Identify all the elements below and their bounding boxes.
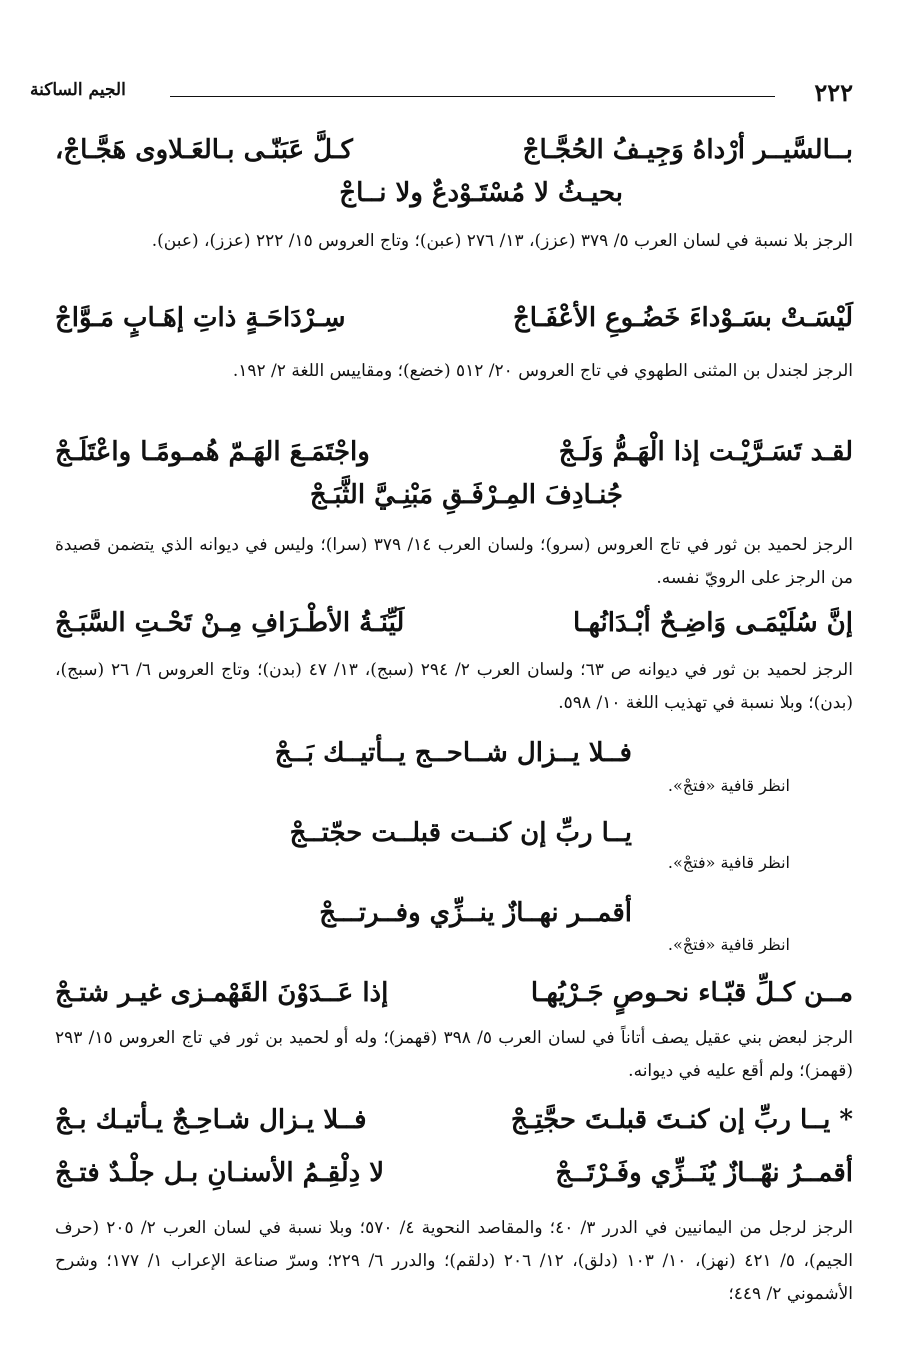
- see-also-note: انظر قافية «فتجْ».: [667, 935, 790, 954]
- page-number: ٢٢٢: [814, 78, 853, 107]
- see-also-note: انظر قافية «فتجْ».: [667, 853, 790, 872]
- page-header: [30, 78, 853, 108]
- source-note: الرجز لحميد بن ثور في تاج العروس (سرو)؛ ولسان العرب ١٤/ ٣٧٩ (سرا)؛ وليس في ديوانه الذي يتضمن قصيدة من الرجز على الرويّ نفسه.: [55, 535, 853, 588]
- verse-hemistich: سِـرْدَاحَـةٍ ذاتِ إهَـابٍ مَـوَّاجْ: [55, 303, 346, 333]
- verse-line: [55, 978, 853, 1020]
- verse-hemistich: واجْتَمَـعَ الهَـمّ هُمـومًـا واعْتَلَـجْ: [55, 437, 370, 467]
- verse-line: [55, 1158, 853, 1200]
- single-verse: فــلا يــزال شــاحــج يــأتيــك بَــجْ: [274, 738, 632, 768]
- verse-hemistich: إنَّ سُلَيْمَـى وَاضِـحٌ أبْـدَانُهـا: [573, 608, 853, 638]
- source-note: الرجز لجندل بن المثنى الطهوي في تاج العروس ٢٠/ ٥١٢ (خضع)؛ ومقاييس اللغة ٢/ ١٩٢.: [232, 361, 853, 381]
- verse-hemistich: * يــا ربِّ إن كنـتَ قبلـتَ حجَّتِـجْ: [510, 1105, 853, 1135]
- verse-line: [55, 135, 853, 177]
- source-note: الرجز بلا نسبة في لسان العرب ٥/ ٣٧٩ (عزز)، ١٣/ ٢٧٦ (عبن)؛ وتاج العروس ١٥/ ٢٢٢ (عزز)، (عبن).: [151, 231, 853, 251]
- verse-hemistich: مــن كـلِّ قبّـاء نحـوصٍ جَـرْيُهـا: [530, 978, 853, 1008]
- source-note: الرجز لبعض بني عقيل يصف أتاناً في لسان العرب ٥/ ٣٩٨ (قهمز)؛ وله أو لحميد بن ثور في تاج العروس ١٥/ ٢٩٣ (قهمز)؛ ولم أقع عليه في ديوانه.: [55, 1028, 853, 1081]
- verse-hemistich: إذا عَــدَوْنَ القَهْمـزى غيـر شتـجْ: [55, 978, 389, 1008]
- verse-line: [55, 480, 853, 522]
- single-verse: يــا ربِّ إن كنــت قبلــت حجّتــجْ: [289, 818, 632, 848]
- verse-line: [55, 608, 853, 650]
- verse-hemistich: كـلَّ عَبَنّـى بـالعَـلاوى هَجَّـاجْ،: [55, 135, 353, 165]
- verse-hemistich: بحيـثُ لا مُسْتَـوْدعٌ ولا نــاجْ: [339, 178, 623, 208]
- verse-hemistich: لقـد تَسَـرَّيْـت إذا الْهَـمُّ وَلَـجْ: [558, 437, 853, 467]
- verse-line: [55, 437, 853, 479]
- verse-hemistich: بــالسَّيــر أرْداهُ وَجِيـفُ الحُجَّـاجْ: [522, 135, 853, 165]
- source-note: الرجز لرجل من اليمانيين في الدرر ٣/ ٤٠؛ والمقاصد النحوية ٤/ ٥٧٠؛ وبلا نسبة في لسان العرب ٢/ ٢٠٥ (حرف الجيم)، ٥/ ٤٢١ (نهز)، ١٠/ ١٠٣ (دلق)، ١٢/ ٢٠٦ (دلقم)؛ والدرر ٦/ ٢٢٩؛ وسرّ صناعة الإعراب ١/ ١٧٧؛ وشرح الأشموني ٢/ ٤٤٩؛: [55, 1218, 853, 1304]
- see-also-note: انظر قافية «فتجْ».: [667, 776, 790, 795]
- verse-hemistich: فــلا يـزال شـاحِـجٌ يـأتيـك بـجْ: [55, 1105, 367, 1135]
- verse-line: [55, 178, 853, 220]
- section-title: الجيم الساكنة: [30, 80, 126, 100]
- source-note: الرجز لحميد بن ثور في ديوانه ص ٦٣؛ ولسان العرب ٢/ ٢٩٤ (سبج)، ١٣/ ٤٧ (بدن)؛ وتاج العروس ٦/ ٢٦ (سبج)، (بدن)؛ وبلا نسبة في تهذيب اللغة ١٠/ ٥٩٨.: [55, 660, 853, 713]
- verse-hemistich: لَيْسَـتْ بسَـوْداءَ خَضُـوعِ الأعْفَـاجْ: [513, 303, 853, 333]
- verse-line: [55, 303, 853, 345]
- verse-hemistich: لا دِلْقِـمُ الأسنـانِ بـل جلْـدٌ فتـجْ: [55, 1158, 385, 1188]
- verse-hemistich: لَيِّنَـةُ الأطْـرَافِ مِـنْ تَحْـتِ السَّبَـجْ: [55, 608, 405, 638]
- single-verse: أقمــر نهــازٌ ينــزِّي وفــرتـــجْ: [319, 898, 632, 928]
- header-rule: [170, 96, 775, 97]
- verse-hemistich: جُنـادِفَ المِـرْفَـقِ مَبْنِـيَّ الثَّبَـجْ: [309, 480, 623, 510]
- verse-hemistich: أقمــرُ نهّــازٌ يُنَــزِّي وفَـرْتَــجْ: [555, 1158, 853, 1188]
- verse-line: [55, 1105, 853, 1147]
